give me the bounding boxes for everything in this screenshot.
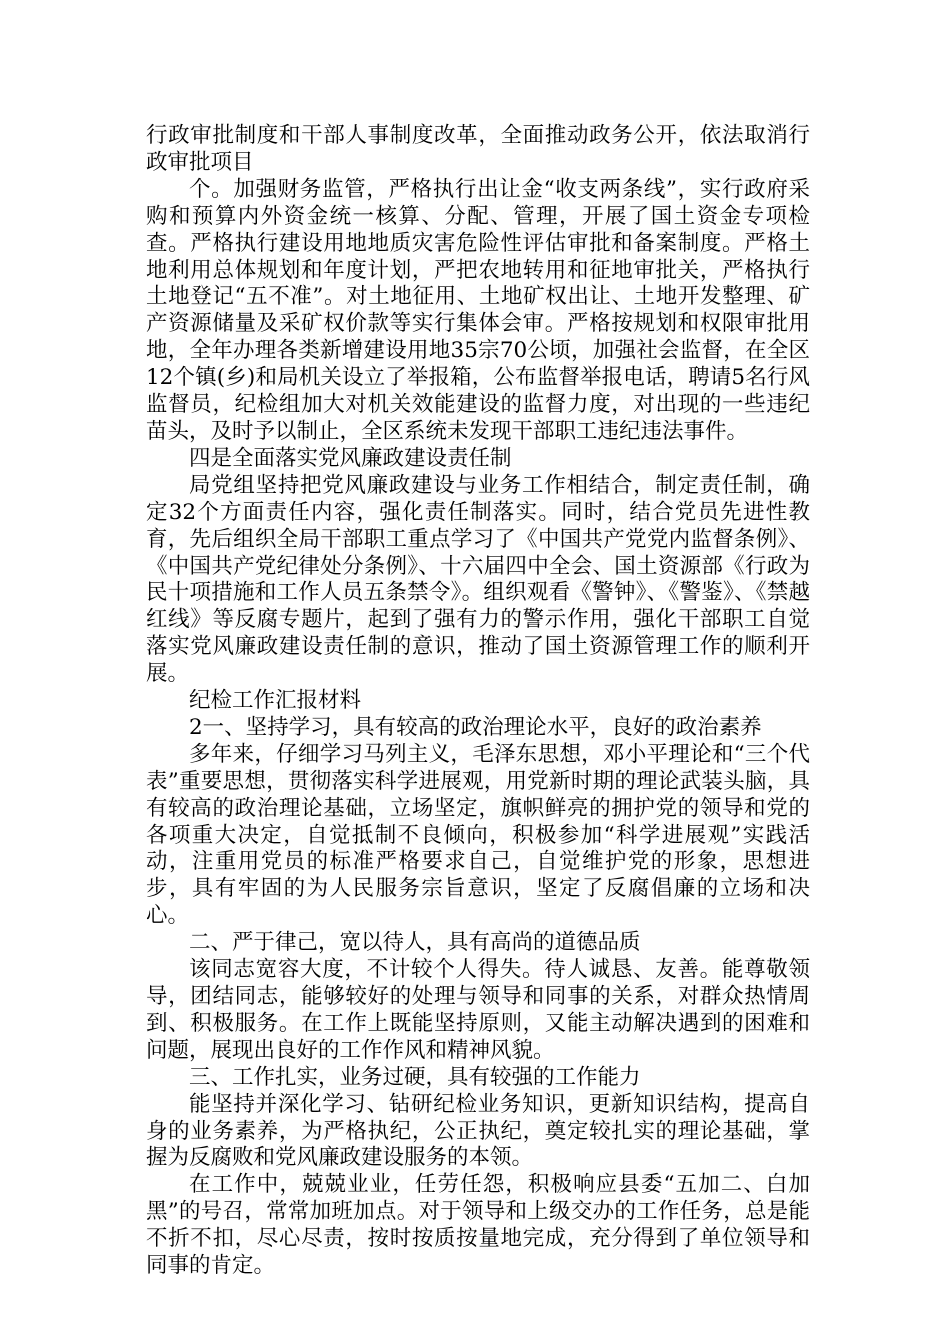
paragraph-responsibility-system: 局党组坚持把党风廉政建设与业务工作相结合，制定责任制，确定32个方面责任内容，强化责任制落实。同时，结合党员先进性教育，先后组织全局干部职工重点学习了《中国共产党党内监督条例》、《中国共产党纪律处分条例》、十六届四中全会、国土资源部《行政为民十项措施和工作人员五条禁令》。组织观看《警钟》、《警鉴》、《禁越红线》等反腐专题片，起到了强有力的警示作用，强化干部职工自觉落实党风廉政建设责任制的意识，推动了国土资源管理工作的顺利开展。 bbox=[146, 472, 810, 687]
paragraph-admin-reform: 行政审批制度和干部人事制度改革，全面推动政务公开，依法取消行政审批项目 bbox=[146, 123, 810, 175]
paragraph-morality: 该同志宽容大度，不计较个人得失。待人诚恳、友善。能尊敬领导，团结同志，能够较好的处理与领导和同事的关系，对群众热情周到、积极服务。在工作上既能坚持原则，又能主动解决遇到的困难和问题，展现出良好的工作作风和精神风貌。 bbox=[146, 957, 810, 1063]
section-heading-ability: 三、工作扎实，业务过硬，具有较强的工作能力 bbox=[189, 1064, 641, 1090]
section-heading-responsibility: 四是全面落实党风廉政建设责任制 bbox=[189, 445, 512, 471]
paragraph-study: 多年来，仔细学习马列主义，毛泽东思想，邓小平理论和“三个代表”重要思想，贯彻落实科学进展观，用党新时期的理论武装头脑，具有较高的政治理论基础，立场坚定，旗帜鲜亮的拥护党的领导和党的各项重大决定，自觉抵制不良倾向，积极参加“科学进展观”实践活动，注重用党员的标准严格要求自己，自觉维护党的形象，思想进步，具有牢固的为人民服务宗旨意识，坚定了反腐倡廉的立场和决心。 bbox=[146, 741, 810, 929]
paragraph-finance-supervision: 个。加强财务监管，严格执行出让金“收支两条线”，实行政府采购和预算内外资金统一核算、分配、管理，开展了国土资金专项检查。严格执行建设用地地质灾害危险性评估审批和备案制度。严格土地利用总体规划和年度计划，严把农地转用和征地审批关，严格执行土地登记“五不准”。对土地征用、土地矿权出让、土地开发整理、矿产资源储量及采矿权价款等实行集体会审。严格按规划和权限审批用地，全年办理各类新增建设用地35宗70公顷，加强社会监督，在全区12个镇(乡)和局机关设立了举报箱，公布监督举报电话，聘请5名行风监督员，纪检组加大对机关效能建设的监督力度，对出现的一些违纪苗头，及时予以制止，全区系统未发现干部职工违纪违法事件。 bbox=[146, 176, 810, 444]
document-body bbox=[146, 123, 810, 1280]
section-heading-morality: 二、严于律己，宽以待人，具有高尚的道德品质 bbox=[189, 930, 641, 956]
section-heading-study: 2一、坚持学习，具有较高的政治理论水平，良好的政治素养 bbox=[189, 714, 762, 740]
document-title: 纪检工作汇报材料 bbox=[189, 688, 362, 714]
paragraph-ability: 能坚持并深化学习、钻研纪检业务知识，更新知识结构，提高自身的业务素养，为严格执纪，公正执纪，奠定较扎实的理论基础，掌握为反腐败和党风廉政建设服务的本领。 bbox=[146, 1091, 810, 1171]
paragraph-dedication: 在工作中，兢兢业业，任劳任怨，积极响应县委“五加二、白加黑”的号召，常常加班加点。对于领导和上级交办的工作任务，总是能不折不扣，尽心尽责，按时按质按量地完成，充分得到了单位领导和同事的肯定。 bbox=[146, 1172, 810, 1279]
